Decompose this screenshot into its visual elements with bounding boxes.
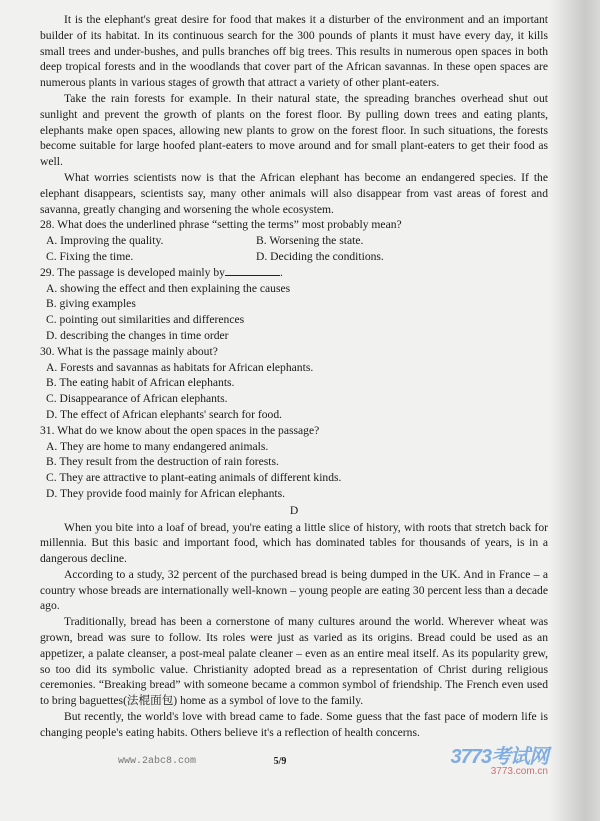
option-d: D. describing the changes in time order [46, 328, 229, 342]
question-stem: 29. The passage is developed mainly by [40, 265, 225, 279]
option-c: C. Disappearance of African elephants. [46, 392, 228, 406]
passage-c-paragraph-3: What worries scientists now is that the African elephant has become an endangered species. If the elephant disappears, scientists say, many other animals will also disappear from vast areas of forest and savanna, greatly changing and worsening the whole ecosystem. [40, 170, 548, 216]
question-stem: 28. What does the underlined phrase “setting the terms” most probably mean? [40, 218, 402, 232]
exam-page [40, 0, 548, 741]
question-29 [40, 265, 548, 344]
question-28 [40, 217, 548, 264]
option-b: B. giving examples [46, 297, 136, 311]
watermark [451, 747, 549, 777]
passage-d-paragraph-3: Traditionally, bread has been a cornerstone of many cultures around the world. Wherever wheat was grown, bread was sure to follow. Its roles were just as varied as its origins. Bread could be used as an appetizer, a palate cleanser, a post-meal palate cleaner – even as an entire meal itself. As its popularity grew, so too did its symbolic value. Christianity adopted bread as a representation of Christ during religious ceremonies. “Breaking bread” with someone became a common symbol of friendship. The French even used to bring baguettes(法棍面包) home as a symbol of love to the family. [40, 615, 548, 708]
option-c: C. They are attractive to plant-eating animals of different kinds. [46, 471, 342, 485]
page-number: 5/9 [273, 756, 287, 768]
watermark-url: 3773.com.cn [490, 765, 548, 777]
option-a: A. Improving the quality. [46, 234, 164, 248]
option-c: C. pointing out similarities and differences [46, 313, 245, 327]
passage-c-paragraph-1: It is the elephant's great desire for food that makes it a disturber of the environment and an important builder of its habitat. In its continuous search for the 300 pounds of plants it must have every day, it kills small trees and under-bushes, and pulls branches off big trees. This results in numerous open spaces in both deep tropical forests and in the woodlands that cover part of the African savannas. In these open spaces are numerous plants in various stages of growth that attract a variety of other plant-eaters. [40, 13, 548, 90]
page-edge-shadow [550, 0, 600, 821]
question-30 [40, 344, 548, 423]
option-d: D. They provide food mainly for African elephants. [46, 486, 286, 500]
question-31 [40, 423, 548, 502]
passage-d-paragraph-4: But recently, the world's love with bread came to fade. Some guess that the fast pace of modern life is changing people's eating habits. Others believe it's a reflection of health concerns. [40, 710, 548, 739]
question-stem-end: . [279, 265, 283, 279]
option-b: B. They result from the destruction of rain forests. [46, 455, 279, 469]
answer-blank [225, 265, 280, 276]
option-a: A. Forests and savannas as habitats for African elephants. [46, 360, 314, 374]
option-a: A. They are home to many endangered animals. [46, 439, 269, 453]
passage-d-paragraph-2: According to a study, 32 percent of the purchased bread is being dumped in the UK. And in France – a country whose breads are internationally well-known – young people are eating 30 percent less than a decade ago. [40, 567, 548, 613]
question-stem: 30. What is the passage mainly about? [40, 344, 218, 358]
option-c: C. Fixing the time. [46, 249, 134, 263]
passage-c-paragraph-2: Take the rain forests for example. In their natural state, the spreading branches overhead shut out sunlight and prevent the growth of plants on the forest floor. By pulling down trees and eating plants, elephants make open spaces, allowing new plants to grow on the forest floor. In such situations, the forests become suitable for large hoofed plant-eaters to move around and for small plant-eaters to get their food as well. [40, 91, 548, 169]
option-a: A. showing the effect and then explaining the causes [46, 281, 291, 295]
passage-d-paragraph-1: When you bite into a loaf of bread, you're eating a little slice of history, with roots that stretch back for millennia. But this basic and important food, which has dominated tables for thousands of years, is in a dangerous decline. [40, 520, 548, 566]
footer-url: www.2abc8.com [118, 756, 197, 768]
page-footer [40, 745, 548, 779]
option-b: B. Worsening the state. [256, 234, 364, 248]
watermark-logo: 3773考试网 [450, 745, 548, 768]
option-b: B. The eating habit of African elephants. [46, 376, 235, 390]
option-d: D. The effect of African elephants' search for food. [46, 407, 283, 421]
option-d: D. Deciding the conditions. [256, 249, 384, 263]
section-heading-d: D [289, 503, 299, 517]
question-stem: 31. What do we know about the open spaces in the passage? [40, 423, 320, 437]
